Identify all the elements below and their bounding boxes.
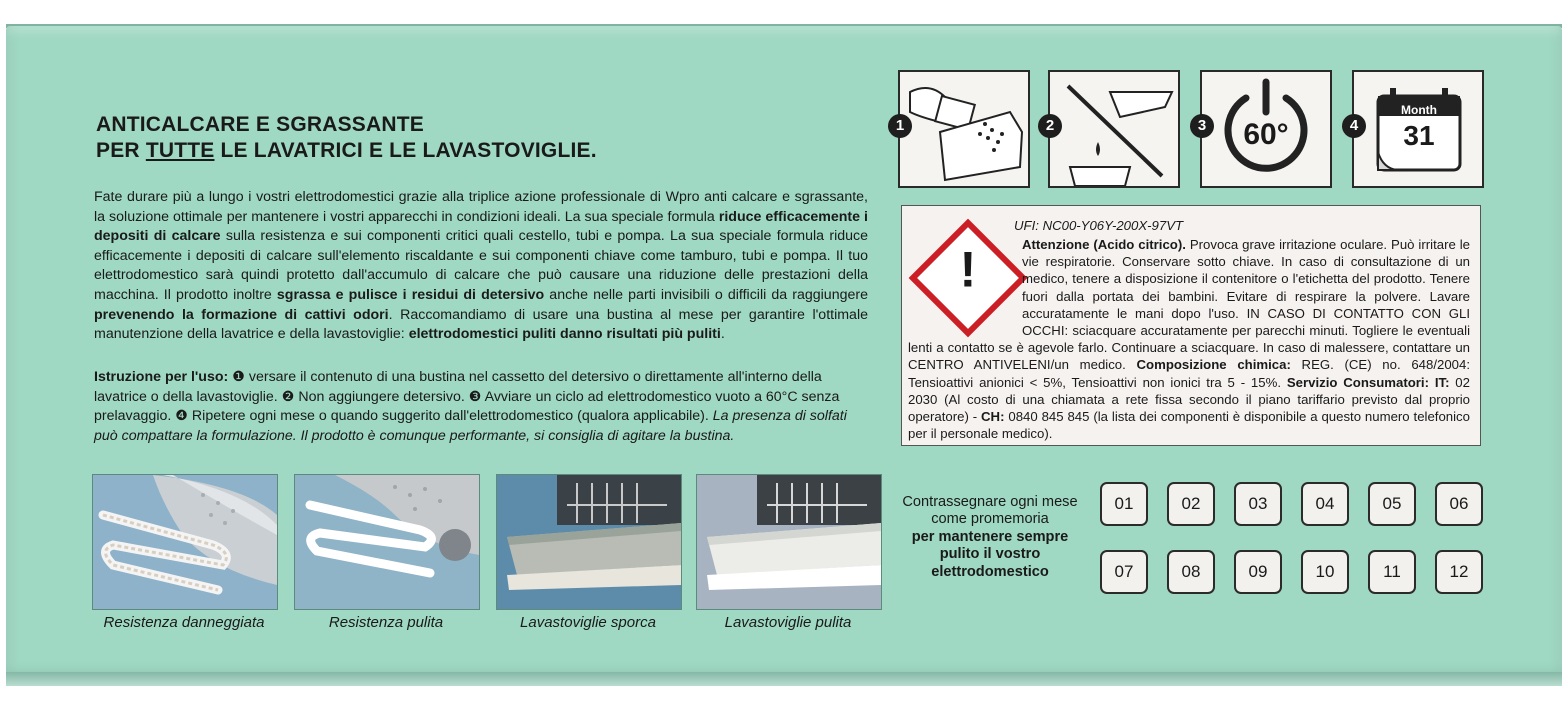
safety-warning-panel [901,205,1481,446]
tracker-line-3: per mantenere sempre [911,528,1069,545]
step-4-number: 4 [1342,114,1366,138]
product-description [94,188,868,345]
instr-label: Istruzione per l'uso: [94,369,229,385]
no-detergent-icon [1050,72,1178,186]
service-label: Servizio Consumatori: IT: [1286,374,1450,390]
month-box-01: 01 [1100,482,1148,526]
ghs-exclamation-symbol: ! [959,241,977,298]
photo-clean-dishwasher [696,474,882,610]
instr-num-1: ❶ [232,369,245,385]
month-box-10: 10 [1301,550,1349,594]
heading-underlined: TUTTE [145,139,215,162]
desc-bold-4: elettrodomestici puliti danno risultati più puliti [408,326,721,343]
desc-bold-3: prevenendo la formazione di cattivi odori [94,306,389,323]
ufi-code: UFI: NC00-Y06Y-200X-97VT [1014,218,1184,233]
instr-num-2: ❷ [281,388,295,405]
box-bottom-edge [6,672,1562,686]
month-tracker-label [898,494,1082,581]
photo-clean-heater [294,474,480,610]
instr-num-4: ❹ [175,408,188,425]
month-box-04: 04 [1301,482,1349,526]
warning-body-4: 0840 845 845 (la lista dei componenti è disponibile a questo numero telefonico per il personale medico). [908,409,1470,442]
month-box-06: 06 [1435,482,1483,526]
warning-text [908,236,1470,442]
usage-instructions [94,368,868,446]
temperature-label: 60° [1243,118,1289,151]
caption-dirty-dishwasher: Lavastoviglie sporca [520,614,656,631]
warning-body-3: 02 2030 (Al costo di una chiamata a rete fissa secondo il piano tariffario previsto dal proprio operatore) - [908,374,1470,425]
heading-post: LE LAVATRICI E LE LAVASTOVIGLIE. [214,139,597,162]
month-box-07: 07 [1100,550,1148,594]
calendar-day-label: 31 [1403,120,1435,151]
step-2-box [1048,70,1180,188]
tracker-line-5: elettrodomestico [931,563,1049,580]
desc-bold-2: sgrassa e pulisce i residui di detersivo [276,286,545,303]
tracker-line-2: come promemoria [931,511,1049,528]
ch-label: CH: [981,409,1005,425]
heading-pre: PER [96,139,146,162]
instr-step-1: versare il contenuto di una bustina nel cassetto del detersivo o direttamente all'interno della lavatrice o della lavastoviglie. [94,369,822,405]
desc-bold-1: riduce efficacemente i depositi di calcare [94,208,868,245]
attention-label: Attenzione (Acido citrico). [1022,237,1186,252]
step-3-number: 3 [1190,114,1214,138]
instr-note: La presenza di solfati può compattare la formulazione. Il prodotto è comunque performante, si consiglia di agitare la bustina. [94,408,847,444]
instr-num-3: ❸ [468,388,482,405]
product-heading [96,112,597,164]
warning-body-1: Provoca grave irritazione oculare. Può irritare le vie respiratorie. Conservare sotto chiave. In caso di consultazione di un medico, tenere a disposizione il contenitore o l'etichetta del prodotto. Tenere fuori dalla portata dei bambini. Evitare di respirare la polvere. Lavare accuratamente le mani dopo l'uso. IN CASO DI CONTATTO CON GLI OCCHI: sciacquare accuratamente per parecchi minuti. Togliere le eventuali lenti a contatto se è agevole farlo. Continuare a sciacquare. In caso di malessere, contattare un CENTRO ANTIVELENI/un medico. [908,237,1470,373]
desc-text-3: anche nelle parti invisibili o difficili da raggiungere [544,286,868,303]
photo-damaged-heater [92,474,278,610]
month-box-11: 11 [1368,550,1416,594]
calendar-month-label: Month [1401,103,1437,117]
heading-line-2 [96,138,597,164]
caption-clean-dishwasher: Lavastoviglie pulita [724,614,852,631]
heading-line-1: ANTICALCARE E SGRASSANTE [96,113,424,136]
desc-text-1: Fate durare più a lungo i vostri elettrodomestici grazie alla triplice azione professionale di Wpro anti calcare e sgrassante, la soluzione ottimale per mantenere i vostri apparecchi in condizioni ideali. La sua speciale formula [94,189,868,225]
month-box-08: 08 [1167,550,1215,594]
tracker-line-4: pulito il vostro [939,546,1041,563]
instr-step-2: Non aggiungere detersivo. [294,388,469,405]
step-2-number: 2 [1038,114,1062,138]
photo-dirty-dishwasher [496,474,682,610]
caption-damaged-heater: Resistenza danneggiata [103,614,265,631]
month-box-12: 12 [1435,550,1483,594]
tracker-line-1: Contrassegnare ogni mese [902,494,1078,510]
instr-step-3: Avviare un ciclo ad elettrodomestico vuoto a 60°C senza prelavaggio. [94,388,840,425]
composition-label: Composizione chimica: [1136,357,1291,373]
step-1-box [898,70,1030,188]
pour-sachet-icon [900,72,1028,186]
month-box-09: 09 [1234,550,1282,594]
caption-clean-heater: Resistenza pulita [328,614,444,631]
month-box-02: 02 [1167,482,1215,526]
step-4-box [1352,70,1484,188]
month-box-05: 05 [1368,482,1416,526]
warning-body-2: REG. (CE) no. 648/2004: Tensioattivi anionici < 5%, Tensioattivi non ionici tra 5 - 15%. [908,357,1470,390]
desc-text-4: . Raccomandiamo di usare una bustina al mese per garantire l'ottimale manutenzione della lavatrice e della lavastoviglie: [94,306,868,343]
desc-text-5: . [720,326,725,343]
desc-text-2: sulla resistenza e sui componenti critici quali cestello, tubi e pompa. La sua speciale formula riduce efficacemente i depositi di calcare sull'elemento riscaldante e sui componenti chiave come tamburo, tubi e pompa. Il tuo elettrodomestico sarà quindi protetto dall'accumulo di calcare che può causare una riduzione delle prestazioni della macchina. Il prodotto inoltre [94,228,869,303]
step-3-box [1200,70,1332,188]
instr-step-4: Ripetere ogni mese o quando suggerito dall'elettrodomestico (qualora applicabile). [187,408,713,425]
step-1-number: 1 [888,114,912,138]
month-box-03: 03 [1234,482,1282,526]
